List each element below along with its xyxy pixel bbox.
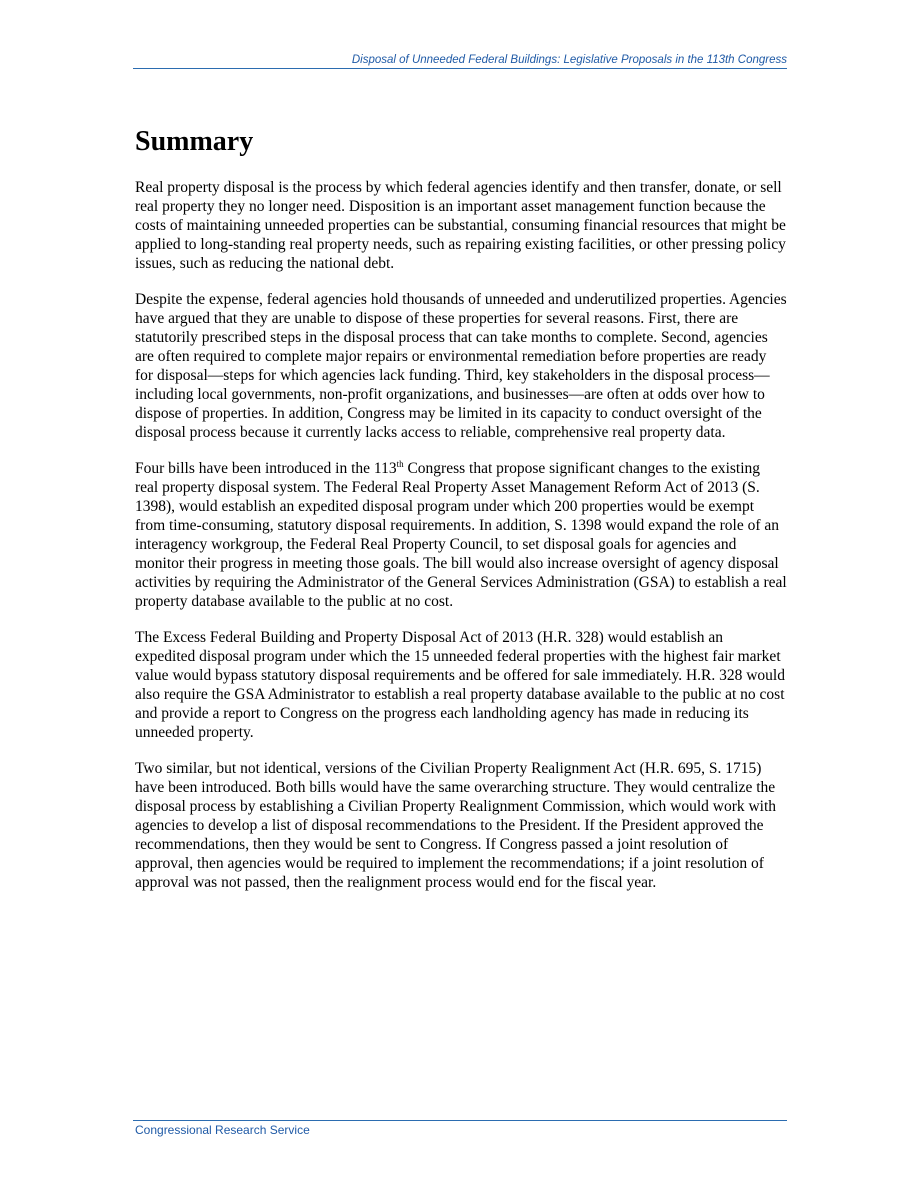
header-divider <box>133 68 787 69</box>
running-footer: Congressional Research Service <box>135 1123 310 1137</box>
ordinal-superscript: th <box>396 458 404 469</box>
paragraph-3-rest: Congress that propose significant changes to the existing real property disposal system. The Federal Real Property Asset Management Reform Act of 2013 (S. 1398), would establish an expedited disposal program under which 200 properties would be exempt from time-consuming, statutory disposal requirements. In addition, S. 1398 would expand the role of an interagency workgroup, the Federal Real Property Council, to set disposal goals for agencies and monitor their progress in meeting those goals. The bill would also increase oversight of agency disposal activities by requiring the Administrator of the General Services Administration (GSA) to establish a real property database available to the public at no cost. <box>135 460 787 610</box>
summary-body <box>135 178 787 909</box>
paragraph-4: The Excess Federal Building and Property Disposal Act of 2013 (H.R. 328) would establish an expedited disposal program under which the 15 unneeded federal properties with the highest fair market value would bypass statutory disposal requirements and be offered for sale immediately. H.R. 328 would also require the GSA Administrator to establish a real property database available to the public at no cost and provide a report to Congress on the progress each landholding agency has made in reducing its unneeded property. <box>135 629 785 741</box>
paragraph-3-lead: Four bills have been introduced in the 113 <box>135 460 397 477</box>
paragraph-1: Real property disposal is the process by which federal agencies identify and then transfer, donate, or sell real property they no longer need. Disposition is an important asset management function because the costs of maintaining unneeded properties can be substantial, consuming financial resources that might be applied to long-standing real property needs, such as repairing existing facilities, or other pressing policy issues, such as reducing the national debt. <box>135 179 786 272</box>
paragraph-5: Two similar, but not identical, versions of the Civilian Property Realignment Act (H.R. 695, S. 1715) have been introduced. Both bills would have the same overarching structure. They would centralize the disposal process by establishing a Civilian Property Realignment Commission, which would work with agencies to develop a list of disposal recommendations to the President. If the President approved the recommendations, then they would be sent to Congress. If Congress passed a joint resolution of approval, then agencies would be required to implement the recommendations; if a joint resolution of approval was not passed, then the realignment process would end for the fiscal year. <box>135 760 777 891</box>
paragraph-2: Despite the expense, federal agencies hold thousands of unneeded and underutilized properties. Agencies have argued that they are unable to dispose of these properties for several reasons. First, there are statutorily prescribed steps in the disposal process that can take months to complete. Second, agencies are often required to complete major repairs or environmental remediation before properties are ready for disposal—steps for which agencies lack funding. Third, key stakeholders in the disposal process—including local governments, non-profit organizations, and businesses—are often at odds over how to dispose of properties. In addition, Congress may be limited in its capacity to conduct oversight of the disposal process because it currently lacks access to reliable, comprehensive real property data. <box>135 291 787 441</box>
footer-divider <box>133 1120 787 1121</box>
section-title: Summary <box>135 126 254 157</box>
running-header: Disposal of Unneeded Federal Buildings: Legislative Proposals in the 113th Congress <box>351 54 787 66</box>
paragraph-3 <box>135 459 787 611</box>
